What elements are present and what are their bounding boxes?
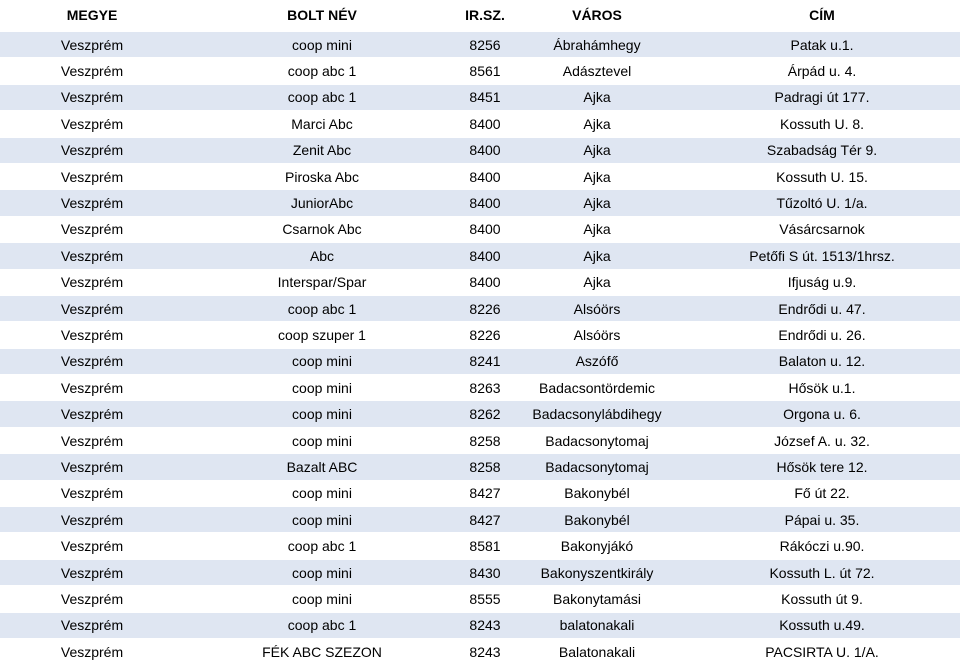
cell-irsz: 8226	[469, 326, 501, 343]
cell-cim: Kossuth U. 8.	[779, 115, 865, 132]
cell-cim: Szabadság Tér 9.	[766, 142, 878, 159]
cell-irsz: 8241	[469, 353, 501, 370]
cell-cim: Kossuth L. út 72.	[769, 564, 875, 581]
cell-cim: Kossuth u.49.	[779, 617, 865, 634]
cell-varos: balatonakali	[559, 617, 635, 634]
table-row	[0, 586, 960, 612]
cell-megye: Veszprém	[60, 142, 124, 159]
cell-varos: Ajka	[583, 142, 611, 159]
cell-varos: Ajka	[583, 221, 611, 238]
cell-irsz: 8400	[469, 274, 501, 291]
header-varos: VÁROS	[572, 7, 622, 23]
cell-varos: Adásztevel	[562, 63, 632, 80]
cell-megye: Veszprém	[60, 300, 124, 317]
cell-irsz: 8262	[469, 406, 501, 423]
cell-bolt-nev: coop mini	[292, 485, 352, 502]
cell-cim: Orgona u. 6.	[783, 406, 861, 423]
cell-cim: Endrődi u. 47.	[778, 300, 866, 317]
table-row	[0, 613, 960, 639]
cell-varos: Ajka	[583, 168, 611, 185]
cell-bolt-nev: Abc	[309, 247, 335, 264]
cell-cim: Petőfi S út. 1513/1hrsz.	[749, 247, 895, 264]
cell-varos: Bakonyjákó	[560, 538, 634, 555]
cell-megye: Veszprém	[60, 168, 124, 185]
cell-bolt-nev: Csarnok Abc	[282, 221, 362, 238]
cell-irsz: 8400	[469, 115, 501, 132]
cell-varos: Ajka	[583, 274, 611, 291]
table-row	[0, 58, 960, 84]
cell-varos: Badacsonylábdihegy	[532, 406, 662, 423]
cell-megye: Veszprém	[60, 115, 124, 132]
cell-varos: Ajka	[583, 247, 611, 264]
cell-bolt-nev: Zenit Abc	[292, 142, 352, 159]
cell-megye: Veszprém	[60, 63, 124, 80]
cell-cim: Endrődi u. 26.	[778, 326, 866, 343]
table-row	[0, 428, 960, 454]
cell-cim: Hősök tere 12.	[776, 458, 868, 475]
header-bolt-nev: BOLT NÉV	[287, 7, 357, 23]
cell-bolt-nev: coop mini	[292, 379, 352, 396]
cell-irsz: 8561	[469, 63, 501, 80]
table-row	[0, 138, 960, 164]
cell-megye: Veszprém	[60, 511, 124, 528]
cell-cim: PACSIRTA U. 1/A.	[765, 643, 879, 660]
header-cim: CÍM	[809, 7, 835, 23]
table-row	[0, 507, 960, 533]
cell-megye: Veszprém	[60, 326, 124, 343]
table-row	[0, 349, 960, 375]
table-row	[0, 85, 960, 111]
cell-irsz: 8400	[469, 168, 501, 185]
table-row	[0, 639, 960, 665]
cell-irsz: 8451	[469, 89, 501, 106]
cell-irsz: 8430	[469, 564, 501, 581]
cell-megye: Veszprém	[60, 538, 124, 555]
cell-bolt-nev: coop mini	[292, 564, 352, 581]
cell-bolt-nev: coop abc 1	[287, 63, 357, 80]
cell-cim: Pápai u. 35.	[784, 511, 860, 528]
cell-bolt-nev: JuniorAbc	[290, 195, 354, 212]
table-body	[0, 32, 960, 665]
cell-bolt-nev: coop mini	[292, 36, 352, 53]
cell-varos: Badacsontördemic	[539, 379, 655, 396]
cell-bolt-nev: Piroska Abc	[285, 168, 359, 185]
cell-irsz: 8427	[469, 511, 501, 528]
table-row	[0, 481, 960, 507]
cell-megye: Veszprém	[60, 221, 124, 238]
table-row	[0, 533, 960, 559]
cell-bolt-nev: coop abc 1	[287, 89, 357, 106]
cell-megye: Veszprém	[60, 432, 124, 449]
cell-varos: Badacsonytomaj	[545, 432, 649, 449]
cell-megye: Veszprém	[60, 247, 124, 264]
cell-bolt-nev: Marci Abc	[291, 115, 353, 132]
cell-bolt-nev: coop mini	[292, 353, 352, 370]
cell-megye: Veszprém	[60, 458, 124, 475]
cell-varos: Bakonybél	[564, 511, 630, 528]
cell-irsz: 8400	[469, 142, 501, 159]
header-irsz: IR.SZ.	[465, 7, 505, 23]
cell-megye: Veszprém	[60, 643, 124, 660]
cell-megye: Veszprém	[60, 564, 124, 581]
cell-irsz: 8226	[469, 300, 501, 317]
cell-cim: Kossuth U. 15.	[776, 168, 868, 185]
cell-bolt-nev: coop mini	[292, 432, 352, 449]
cell-cim: Hősök u.1.	[788, 379, 856, 396]
cell-megye: Veszprém	[60, 485, 124, 502]
cell-bolt-nev: coop mini	[292, 590, 352, 607]
table-row	[0, 270, 960, 296]
cell-irsz: 8243	[469, 643, 501, 660]
table-row	[0, 296, 960, 322]
table-header	[0, 0, 960, 32]
cell-varos: Bakonyszentkirály	[540, 564, 654, 581]
cell-bolt-nev: coop mini	[292, 406, 352, 423]
cell-varos: Alsóörs	[573, 326, 621, 343]
cell-bolt-nev: coop abc 1	[287, 300, 357, 317]
cell-megye: Veszprém	[60, 379, 124, 396]
table-row	[0, 454, 960, 480]
cell-varos: Ajka	[583, 89, 611, 106]
cell-irsz: 8258	[469, 458, 501, 475]
cell-megye: Veszprém	[60, 195, 124, 212]
cell-varos: Bakonybél	[564, 485, 630, 502]
table-row	[0, 164, 960, 190]
cell-irsz: 8427	[469, 485, 501, 502]
cell-bolt-nev: FÉK ABC SZEZON	[262, 643, 382, 660]
cell-megye: Veszprém	[60, 590, 124, 607]
cell-varos: Bakonytamási	[553, 590, 641, 607]
cell-irsz: 8555	[469, 590, 501, 607]
cell-megye: Veszprém	[60, 36, 124, 53]
cell-cim: Fő út 22.	[794, 485, 850, 502]
cell-bolt-nev: Bazalt ABC	[286, 458, 358, 475]
cell-megye: Veszprém	[60, 274, 124, 291]
cell-irsz: 8263	[469, 379, 501, 396]
cell-irsz: 8581	[469, 538, 501, 555]
cell-cim: Patak u.1.	[790, 36, 854, 53]
table-row	[0, 111, 960, 137]
cell-cim: József A. u. 32.	[774, 432, 870, 449]
table-row	[0, 322, 960, 348]
cell-cim: Tűzoltó U. 1/a.	[776, 195, 868, 212]
cell-cim: Kossuth út 9.	[781, 590, 863, 607]
cell-bolt-nev: coop szuper 1	[278, 326, 366, 343]
cell-irsz: 8258	[469, 432, 501, 449]
cell-bolt-nev: coop abc 1	[287, 538, 357, 555]
table-row	[0, 375, 960, 401]
table-row	[0, 401, 960, 427]
cell-bolt-nev: coop mini	[292, 511, 352, 528]
table-row	[0, 217, 960, 243]
cell-bolt-nev: Interspar/Spar	[277, 274, 367, 291]
cell-cim: Ifjuság u.9.	[787, 274, 857, 291]
cell-irsz: 8256	[469, 36, 501, 53]
cell-irsz: 8400	[469, 221, 501, 238]
cell-megye: Veszprém	[60, 406, 124, 423]
cell-varos: Ajka	[583, 195, 611, 212]
cell-megye: Veszprém	[60, 89, 124, 106]
cell-varos: Badacsonytomaj	[545, 458, 649, 475]
table-row	[0, 190, 960, 216]
cell-bolt-nev: coop abc 1	[287, 617, 357, 634]
cell-irsz: 8400	[469, 247, 501, 264]
cell-irsz: 8243	[469, 617, 501, 634]
cell-cim: Padragi út 177.	[774, 89, 870, 106]
cell-megye: Veszprém	[60, 617, 124, 634]
cell-varos: Ábrahámhegy	[553, 36, 641, 53]
cell-varos: Aszófő	[575, 353, 619, 370]
table-row	[0, 32, 960, 58]
cell-irsz: 8400	[469, 195, 501, 212]
cell-megye: Veszprém	[60, 353, 124, 370]
cell-varos: Ajka	[583, 115, 611, 132]
header-megye: MEGYE	[66, 7, 118, 23]
cell-cim: Árpád u. 4.	[787, 63, 857, 80]
table-row	[0, 243, 960, 269]
cell-cim: Vásárcsarnok	[779, 221, 865, 238]
cell-cim: Balaton u. 12.	[778, 353, 866, 370]
table-row	[0, 560, 960, 586]
cell-varos: Alsóörs	[573, 300, 621, 317]
cell-cim: Rákóczi u.90.	[779, 538, 865, 555]
cell-varos: Balatonakali	[558, 643, 636, 660]
